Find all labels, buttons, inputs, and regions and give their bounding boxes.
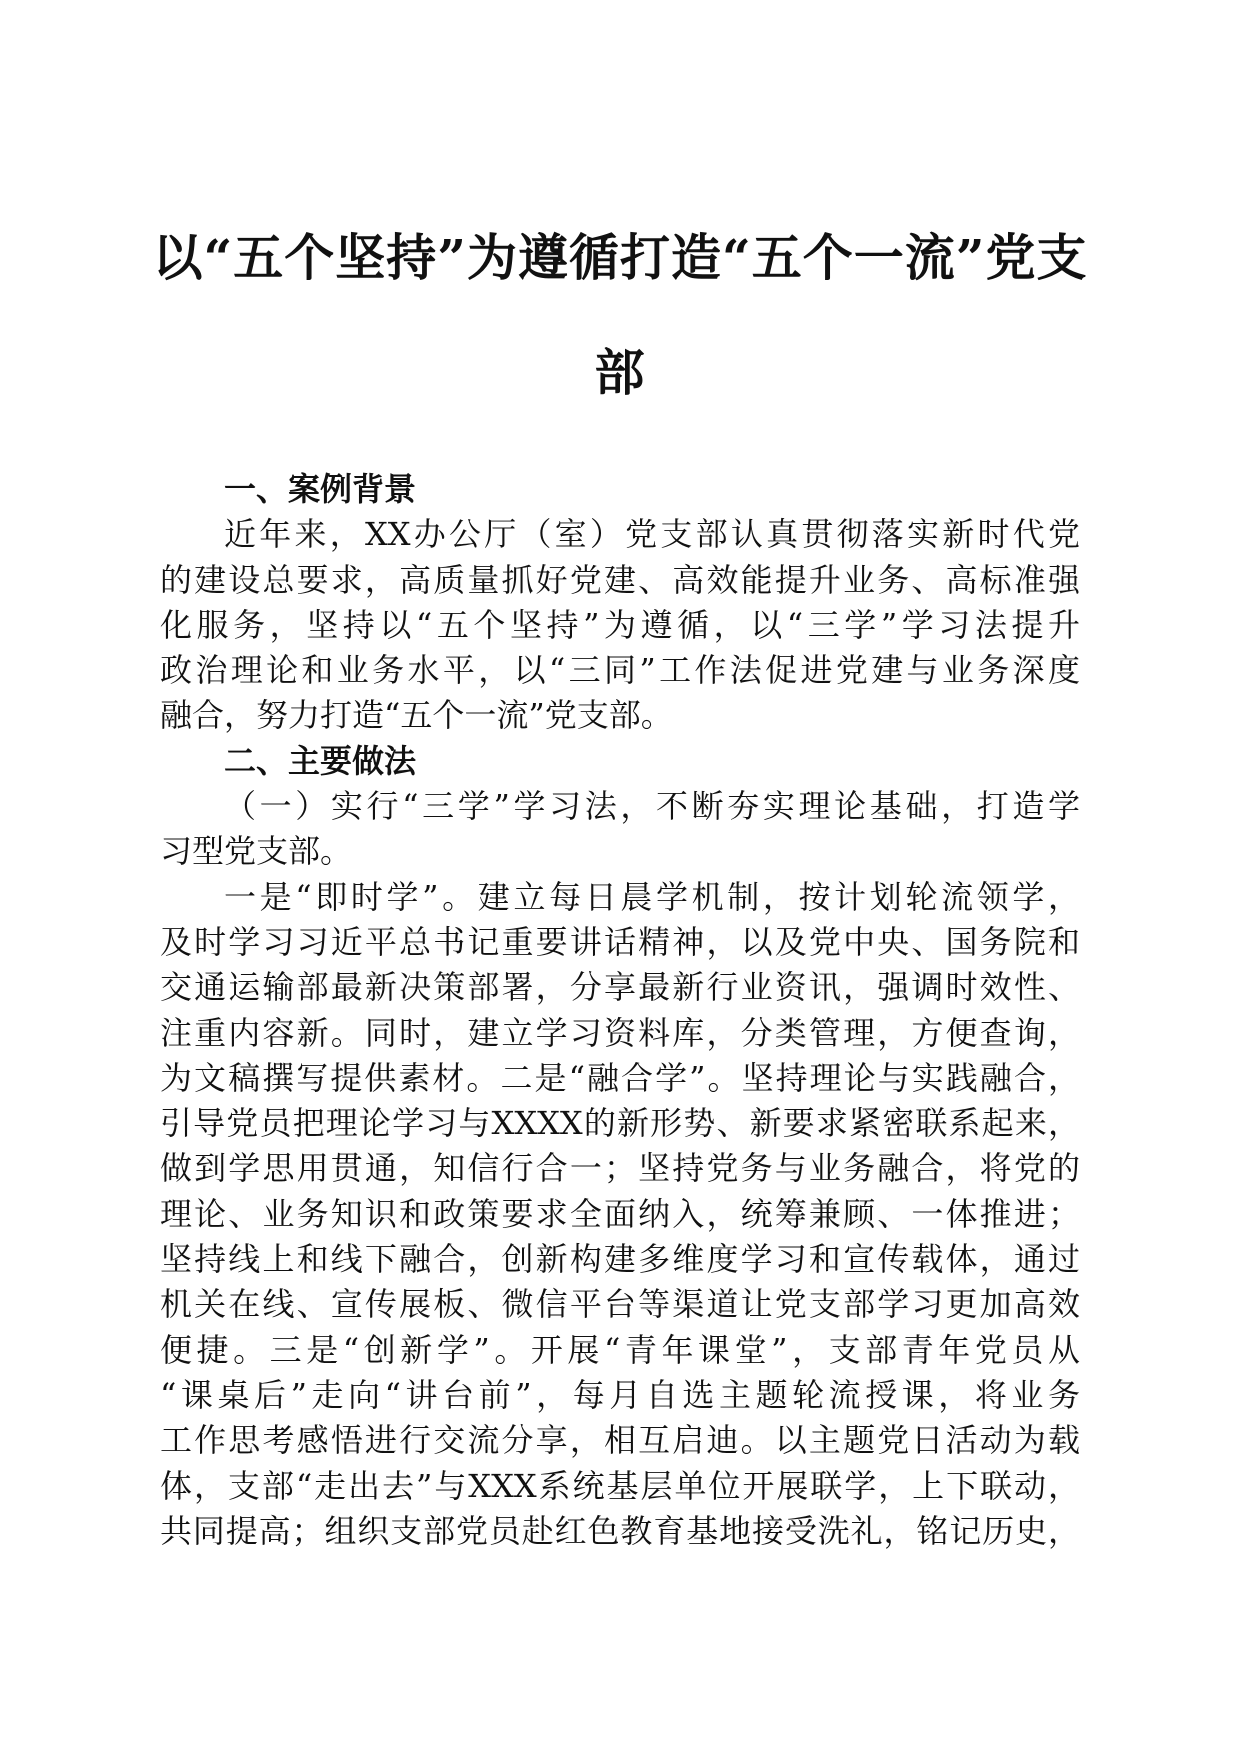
paragraph-line: 机关在线、宣传展板、微信平台等渠道让党支部学习更加高效 [160,1285,1080,1324]
paragraph-line: 理论、业务知识和政策要求全面纳入，统筹兼顾、一体推进； [160,1194,1080,1233]
paragraph-line: 化服务，坚持以“五个坚持”为遵循，以“三学”学习法提升 [160,605,1080,644]
paragraph-line: 的建设总要求，高质量抓好党建、高效能提升业务、高标准强 [160,560,1080,599]
subsection-heading-line: （一）实行“三学”学习法，不断夯实理论基础，打造学 [224,787,1080,826]
document-body [160,467,1080,1554]
paragraph-line: 做到学思用贯通，知信行合一；坚持党务与业务融合，将党的 [160,1149,1080,1188]
paragraph-line: 坚持线上和线下融合，创新构建多维度学习和宣传载体，通过 [160,1240,1080,1279]
document-title-line-1: 以“五个坚持”为遵循打造“五个一流”党支 [152,228,1088,287]
paragraph-line: 融合，努力打造“五个一流”党支部。 [160,696,673,735]
paragraph-line: 一是“即时学”。建立每日晨学机制，按计划轮流领学， [224,877,1080,916]
paragraph-line: 及时学习习近平总书记重要讲话精神，以及党中央、国务院和 [160,922,1080,961]
document-title-line-2: 部 [594,343,646,402]
section-heading-background: 一、案例背景 [224,470,417,508]
paragraph-line: 体，支部“走出去”与XXX系统基层单位开展联学，上下联动， [160,1466,1080,1505]
paragraph-line: 引导党员把理论学习与XXXX的新形势、新要求紧密联系起来， [160,1104,1080,1143]
paragraph-line: 便捷。三是“创新学”。开展“青年课堂”，支部青年党员从 [160,1330,1080,1369]
paragraph-line: 近年来，XX办公厅（室）党支部认真贯彻落实新时代党 [224,515,1080,554]
paragraph-line: “课桌后”走向“讲台前”，每月自选主题轮流授课，将业务 [160,1375,1080,1414]
paragraph-line: 交通运输部最新决策部署，分享最新行业资讯，强调时效性、 [160,968,1080,1007]
paragraph-line: 为文稿撰写提供素材。二是“融合学”。坚持理论与实践融合， [160,1058,1080,1097]
section-heading-main-practices: 二、主要做法 [224,741,417,780]
paragraph-line: 政治理论和业务水平，以“三同”工作法促进党建与业务深度 [160,651,1080,690]
paragraph-line: 注重内容新。同时，建立学习资料库，分类管理，方便查询， [160,1013,1080,1052]
paragraph-line: 工作思考感悟进行交流分享，相互启迪。以主题党日活动为载 [160,1421,1080,1460]
subsection-heading-line: 习型党支部。 [160,832,353,871]
paragraph-line: 共同提高；组织支部党员赴红色教育基地接受洗礼，铭记历史， [160,1511,1080,1550]
